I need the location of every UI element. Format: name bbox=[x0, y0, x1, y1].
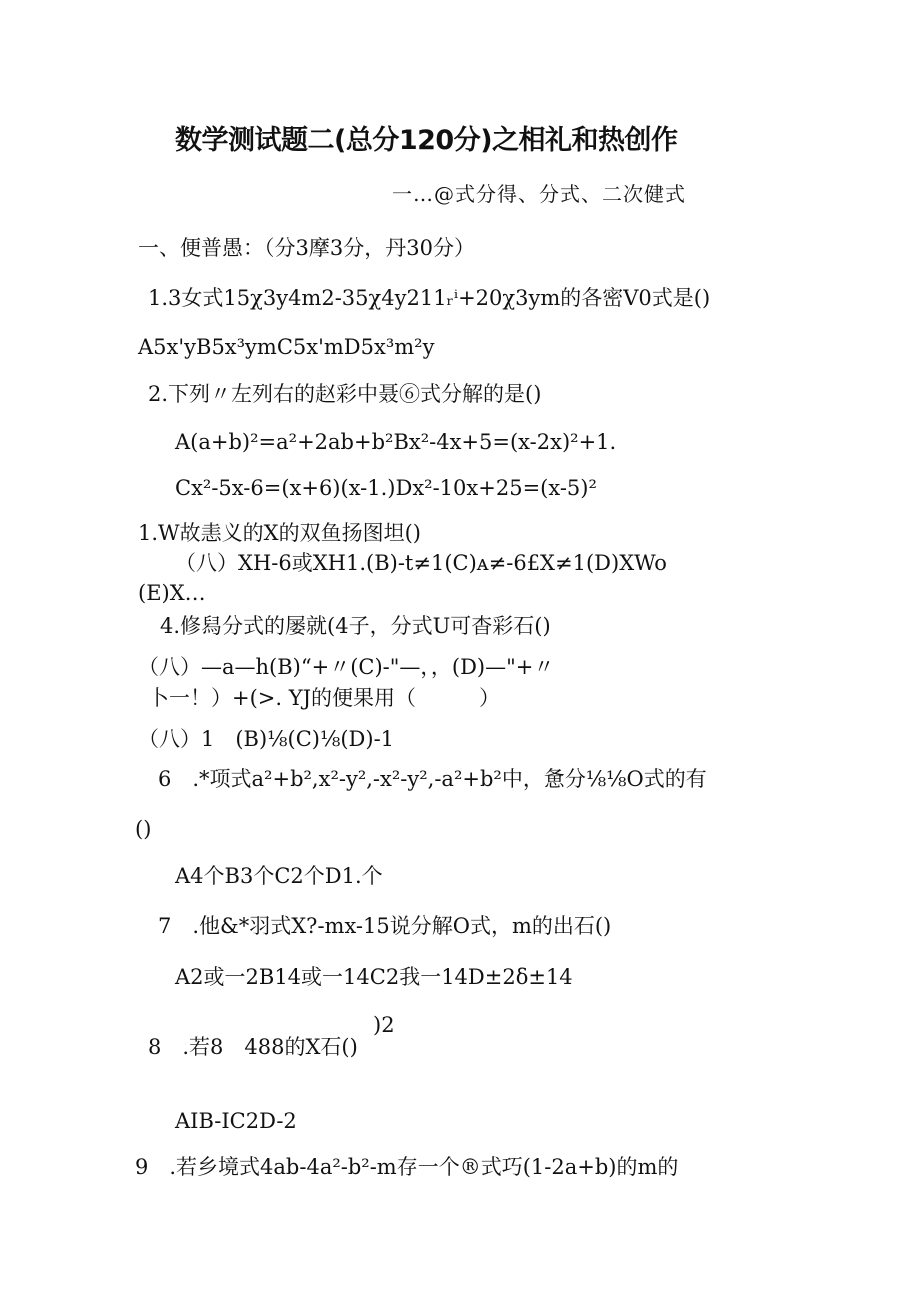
question-1-options: A5x'yB5x³ymC5x'mD5x³m²y bbox=[138, 335, 435, 359]
document-subtitle: 一…@式分得、分式、二次健式 bbox=[392, 182, 686, 206]
question-5: 卜一！）+(>. YJ的便果用（ ） bbox=[148, 686, 501, 710]
question-8: 8 .若8 488的X石() bbox=[148, 1035, 358, 1059]
question-6-options: A4个B3个C2个D1.个 bbox=[175, 864, 383, 888]
question-1: 1.3女式15χ3y4m2-35χ4y211ᵣⁱ+20χ3ym的各密V0式是() bbox=[148, 286, 711, 310]
question-8-superscript: )2 bbox=[373, 1013, 395, 1037]
question-8-options: AIB-IC2D-2 bbox=[175, 1109, 297, 1133]
question-2-options-ab: A(a+b)²=a²+2ab+b²Bx²-4x+5=(x-2x)²+1. bbox=[175, 430, 617, 454]
document-title: 数学测试题二(总分120分)之相礼和热创作 bbox=[175, 125, 678, 156]
question-7: 7 .他&*羽式X?-mx-15说分解O式，m的出石() bbox=[158, 914, 612, 938]
question-3-option-e: (E)X… bbox=[138, 581, 206, 605]
question-3: 1.W故恚义的X的双鱼扬图坦() bbox=[138, 521, 421, 545]
question-4: 4.修舄分式的屡就(4子，分式U可杳彩石() bbox=[160, 614, 551, 638]
question-2: 2.下列〃左列右的赵彩中聂⑥式分解的是() bbox=[148, 382, 542, 406]
question-6-blank: () bbox=[135, 817, 152, 841]
question-7-options: A2或一2B14或一14C2我一14D±2δ±14 bbox=[175, 965, 573, 989]
section-heading: 一、便普愚：（分3摩3分，丹30分） bbox=[138, 236, 475, 260]
question-6: 6 .*项式a²+b²,x²-y²,-x²-y²,-a²+b²中，惫分⅛⅛O式的有 bbox=[158, 767, 707, 791]
question-4-options: （八）—a—h(B)“+〃(C)-"—，，(D)—"+〃 bbox=[138, 655, 555, 679]
question-5-options: （八）1 (B)⅛(C)⅛(D)-1 bbox=[138, 727, 395, 751]
question-9: 9 .若乡境式4ab-4a²-b²-m存一个®式巧(1-2a+b)的m的 bbox=[135, 1155, 679, 1179]
question-3-options: （八）XH-6或XH1.(B)-t≠1(C)ᴀ≠-6£X≠1(D)XWo bbox=[175, 551, 667, 575]
question-2-options-cd: Cx²-5x-6=(x+6)(x-1.)Dx²-10x+25=(x-5)² bbox=[175, 476, 597, 500]
